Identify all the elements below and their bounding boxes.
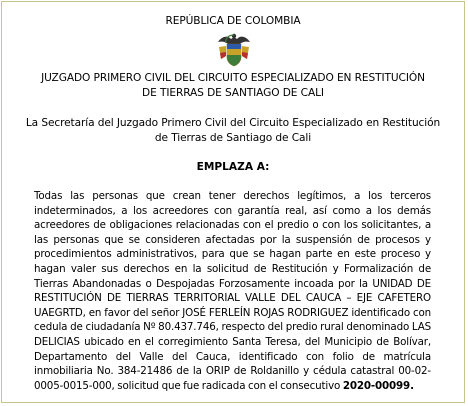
shield-top-band — [227, 44, 241, 49]
document-frame — [1, 1, 465, 403]
emplaza-heading: EMPLAZA A: — [196, 161, 270, 173]
shield-bottom-band — [227, 55, 241, 66]
secretaria-line-2: de Tierras de Santiago de Cali — [154, 132, 312, 144]
secretaria-statement — [12, 116, 454, 146]
coat-of-arms-icon — [216, 31, 252, 69]
court-name — [12, 71, 454, 101]
case-number: 2020-00099 — [342, 379, 411, 392]
summons-text: Todas las personas que crean tener derechos legítimos, a los terceros indeterminados, a los acreedores con garantía real, así como a los demás acreedores de obligaciones relacionadas con el predio o con los solicitantes, a las personas que se consideren afectadas por la suspensión de procesos y procedimientos administrativos, para que se hagan parte en este proceso y hagan valer sus derechos en la solicitud de Restitución y Formalización de Tierras Abandonadas o Despojadas Forzosamente incoada por la UNIDAD DE RESTITUCIÓN DE TIERRAS TERRITORIAL VALLE DEL CAUCA – EJE CAFETERO UAEGRTD, en favor del señor JOSÉ FERLEÍN ROJAS RODRIGUEZ identificado con cedula de ciudadanía Nº 80.437.746, respecto del predio rural denominado LAS DELICIAS ubicado en el corregimiento Santa Teresa, del Municipio de Bolívar, Departamento del Valle del Cauca, identificado con folio de matrícula inmobiliaria No. 384-21486 de la ORIP de Roldanillo y cédula catastral 00-02-0005-0015-000, solicitud que fue radicada con el consecutivo — [34, 190, 431, 392]
flag-right-stripe — [242, 52, 248, 59]
secretaria-line-1: La Secretaría del Juzgado Primero Civil del Circuito Especializado en Restitución — [25, 117, 441, 129]
shield-middle-band — [227, 49, 241, 55]
summons-body — [34, 189, 431, 393]
court-name-line-1: JUZGADO PRIMERO CIVIL DEL CIRCUITO ESPECIALIZADO EN RESTITUCIÓN — [41, 72, 425, 84]
court-name-line-2: DE TIERRAS DE SANTIAGO DE CALI — [142, 87, 324, 99]
country-heading: REPÚBLICA DE COLOMBIA — [165, 15, 301, 27]
case-number-period: . — [410, 379, 414, 392]
flag-left-stripe — [220, 52, 226, 59]
